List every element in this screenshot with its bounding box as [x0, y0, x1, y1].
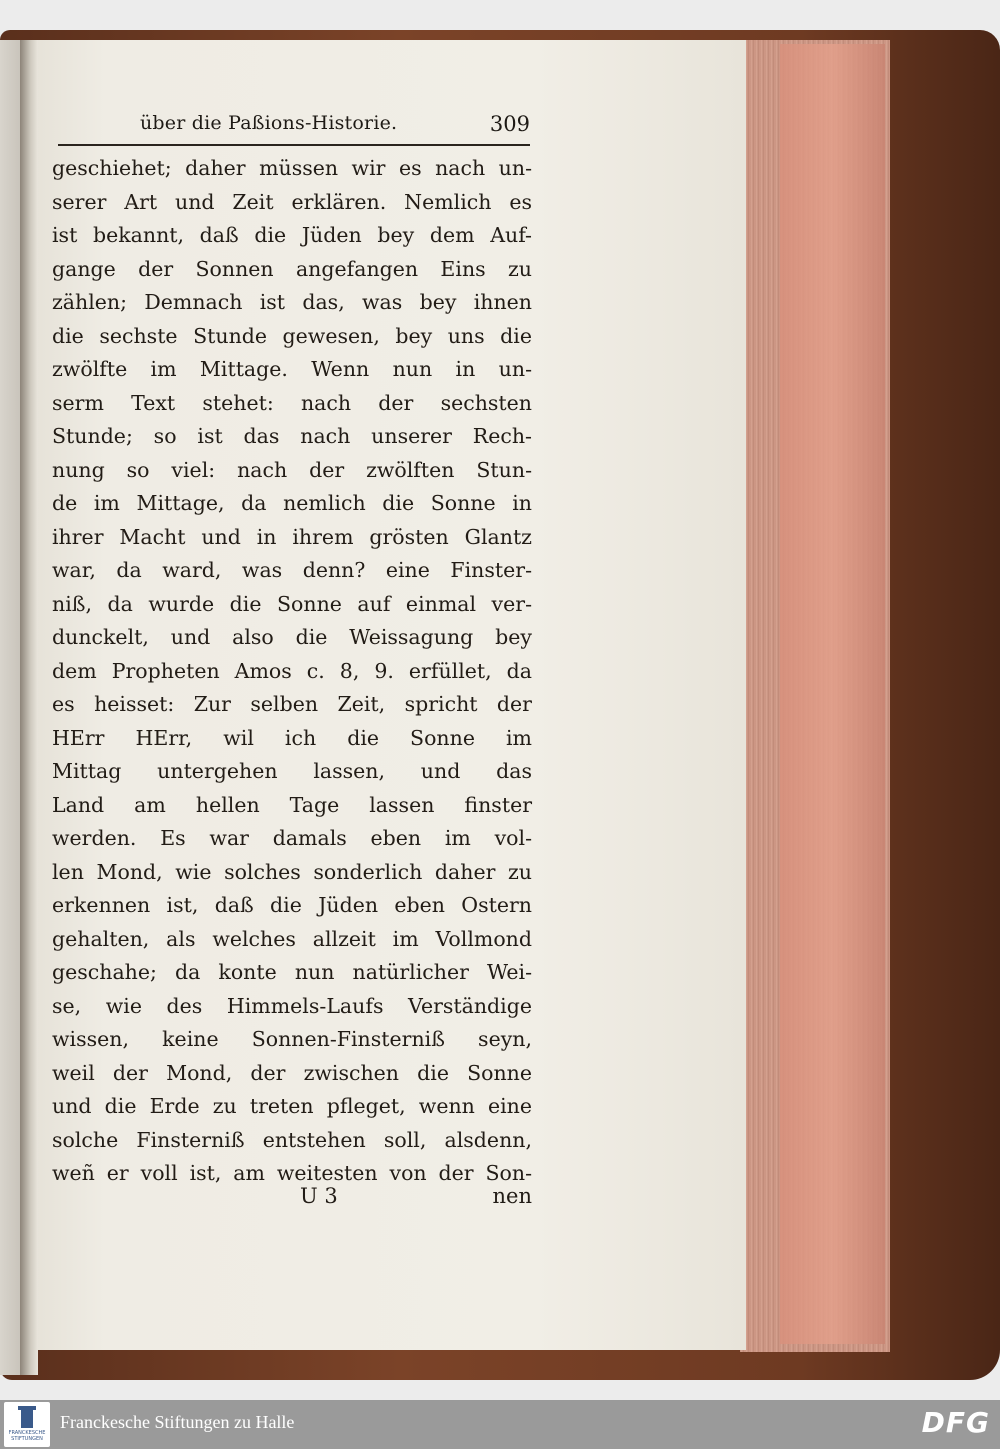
text-line: HErr HErr, wil ich die Sonne im: [52, 725, 532, 750]
catchword: nen: [492, 1184, 532, 1208]
text-line: gehalten, als welches allzeit im Vollmond: [52, 926, 532, 951]
running-head: über die Paßions-Historie.: [140, 112, 398, 134]
text-line: de im Mittage, da nemlich die Sonne in: [52, 491, 532, 515]
text-line: serer Art und Zeit erklären. Nemlich es: [52, 189, 532, 214]
text-line: serm Text stehet: nach der sechsten: [52, 390, 532, 415]
text-line: geschahe; da konte nun natürlicher Wei-: [52, 960, 532, 984]
text-line: ihrer Macht und in ihrem grösten Glantz: [52, 524, 532, 549]
page-gutter: [20, 40, 38, 1375]
dfg-logo: DFG: [921, 1406, 990, 1439]
text-line: erkennen ist, daß die Jüden eben Ostern: [52, 893, 532, 917]
signature-mark: U 3: [300, 1184, 338, 1208]
text-line: zwölfte im Mittage. Wenn nun in un-: [52, 357, 532, 381]
text-line: weñ er voll ist, am weitesten von der Son-: [52, 1161, 532, 1185]
text-line: Mittag untergehen lassen, und das: [52, 759, 532, 783]
text-line: und die Erde zu treten pfleget, wenn eine: [52, 1094, 532, 1118]
text-line: die sechste Stunde gewesen, bey uns die: [52, 323, 532, 348]
header-rule: [58, 144, 530, 146]
text-line: Stunde; so ist das nach unserer Rech-: [52, 424, 532, 448]
text-line: zählen; Demnach ist das, was bey ihnen: [52, 290, 532, 314]
text-line: se, wie des Himmels-Laufs Verständige: [52, 993, 532, 1018]
text-line: werden. Es war damals eben im vol-: [52, 826, 532, 850]
page-number: 309: [489, 112, 530, 136]
organization-name: Franckesche Stiftungen zu Halle: [60, 1412, 295, 1432]
text-line: gange der Sonnen angefangen Eins zu: [52, 256, 532, 281]
red-edge-stain: [780, 44, 885, 1344]
text-line: dunckelt, und also die Weissagung bey: [52, 625, 532, 649]
text-line: geschiehet; daher müssen wir es nach un-: [52, 156, 532, 180]
text-line: wissen, keine Sonnen-Finsterniß seyn,: [52, 1027, 532, 1051]
text-line: niß, da wurde die Sonne auf einmal ver-: [52, 591, 532, 616]
text-line: es heisset: Zur selben Zeit, spricht der: [52, 692, 532, 716]
text-line: solche Finsterniß entstehen soll, alsdenn,: [52, 1127, 532, 1152]
left-page-edge: [0, 40, 22, 1375]
text-line: ist bekannt, daß die Jüden bey dem Auf-: [52, 223, 532, 247]
attribution-bar: [0, 1400, 1000, 1449]
text-line: weil der Mond, der zwischen die Sonne: [52, 1060, 532, 1085]
text-line: len Mond, wie solches sonderlich daher zu: [52, 859, 532, 884]
text-line: nung so viel: nach der zwölften Stun-: [52, 457, 532, 482]
body-text: [52, 152, 532, 1191]
text-line: war, da ward, was denn? eine Finster-: [52, 558, 532, 582]
logo-tower: [21, 1408, 33, 1428]
page-header: [140, 112, 530, 144]
text-line: dem Propheten Amos c. 8, 9. erfüllet, da: [52, 658, 532, 683]
page-footer: [52, 1184, 532, 1216]
text-line: Land am hellen Tage lassen finster: [52, 792, 532, 817]
logo-label: FRANCKESCHE STIFTUNGEN: [8, 1430, 46, 1442]
franckesche-stiftungen-logo: [4, 1402, 50, 1447]
